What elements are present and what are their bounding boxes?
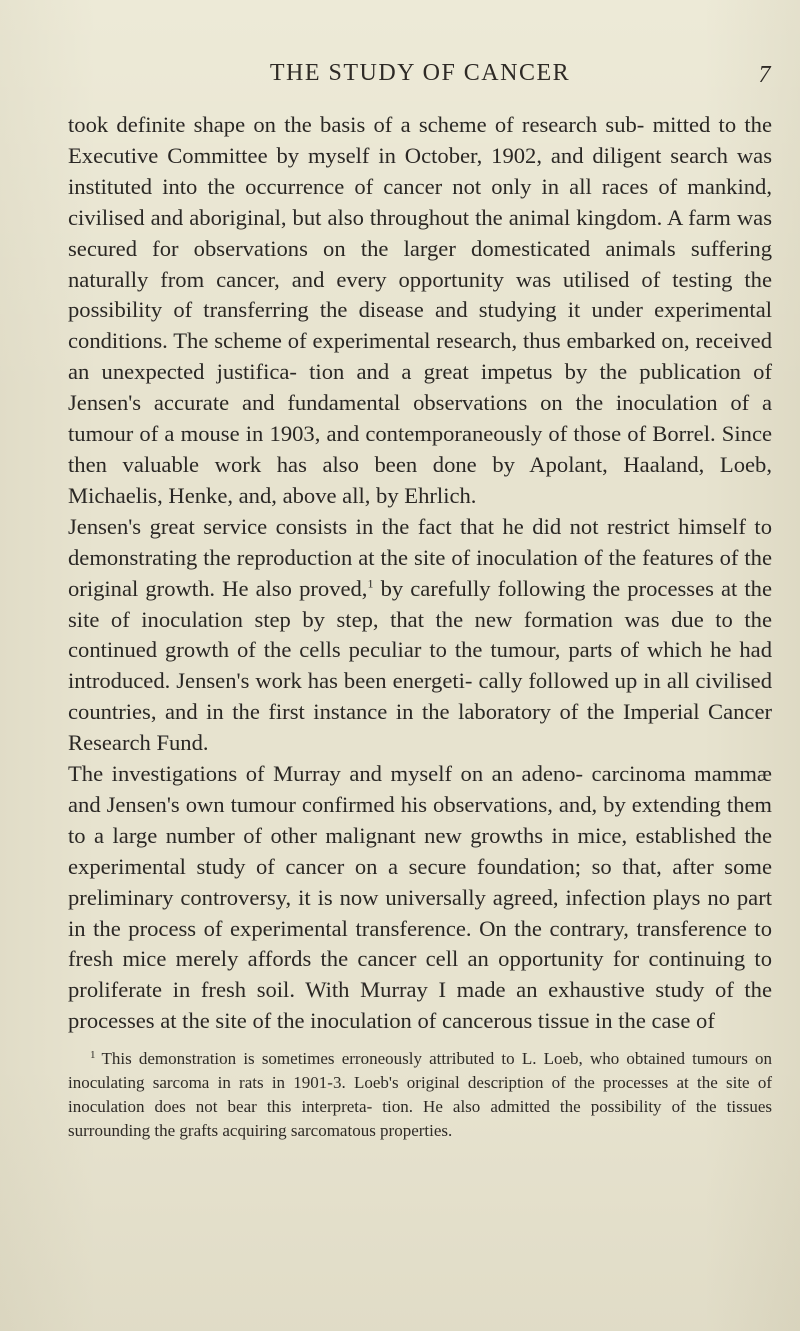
running-head <box>68 60 772 94</box>
page-number: 7 <box>758 62 772 88</box>
footnote-1 <box>68 1047 772 1142</box>
paragraph-3: The investigations of Murray and myself on an adeno- carcinoma mammæ and Jensen's own tumour confirmed his observations, and, by extending them to a large number of other malignant new growths in mice, established the experimental study of cancer on a secure foundation; so that, after some preliminary controversy, it is now universally agreed, infection plays no part in the process of experimental transference. On the contrary, transference to fresh mice merely affords the cancer cell an opportunity for continuing to proliferate in fresh soil. With Murray I made an exhaustive study of the processes at the site of the inoculation of cancerous tissue in the case of <box>68 761 772 1034</box>
running-head-title: THE STUDY OF CANCER <box>269 60 571 86</box>
paragraph-1: took definite shape on the basis of a scheme of research sub- mitted to the Executive Committee by myself in October, 1902, and diligent search was instituted into the occurrence of cancer not only in all races of mankind, civilised and aboriginal, but also throughout the animal kingdom. A farm was secured for observations on the larger domesticated animals suffering naturally from cancer, and every opportunity was utilised of testing the possibility of transferring the disease and studying it under experimental conditions. The scheme of experimental research, thus embarked on, received an unexpected justifica- tion and a great impetus by the publication of Jensen's accurate and fundamental observations on the inoculation of a tumour of a mouse in 1903, and contemporaneously of those of Borrel. Since then valuable work has also been done by Apolant, Haaland, Loeb, Michaelis, Henke, and, above all, by Ehrlich. <box>68 112 772 508</box>
paragraph-2 <box>68 512 772 759</box>
paragraph-2-text-before-note: Jensen's great service consists in the fact that he did not restrict himself to demonstrating the reproduction at the site of inoculation of the features of the original growth. He also proved, <box>68 513 772 601</box>
book-page <box>68 60 772 1142</box>
footnote-mark: 1 <box>90 1048 96 1061</box>
paragraph-2-text-after-note: by carefully following the processes at the site of inoculation step by step, that the new formation was due to the continued growth of the cells peculiar to the tumour, parts of which he had introduced. Jensen's work has been energeti- cally followed up in all civilised countries, and in the first instance in the laboratory of the Imperial Cancer Research Fund. <box>68 575 772 756</box>
footnote-text: This demonstration is sometimes erroneously attributed to L. Loeb, who obtained tumours on inoculating sarcoma in rats in 1901-3. Loeb's original description of the processes at the site of inoculation does not bear this interpreta- tion. He also admitted the possibility of the tissues surrounding the grafts acquiring sarcomatous properties. <box>68 1049 772 1140</box>
body-text <box>68 110 772 1037</box>
footnote-reference: 1 <box>367 576 374 591</box>
footnotes <box>68 1047 772 1142</box>
